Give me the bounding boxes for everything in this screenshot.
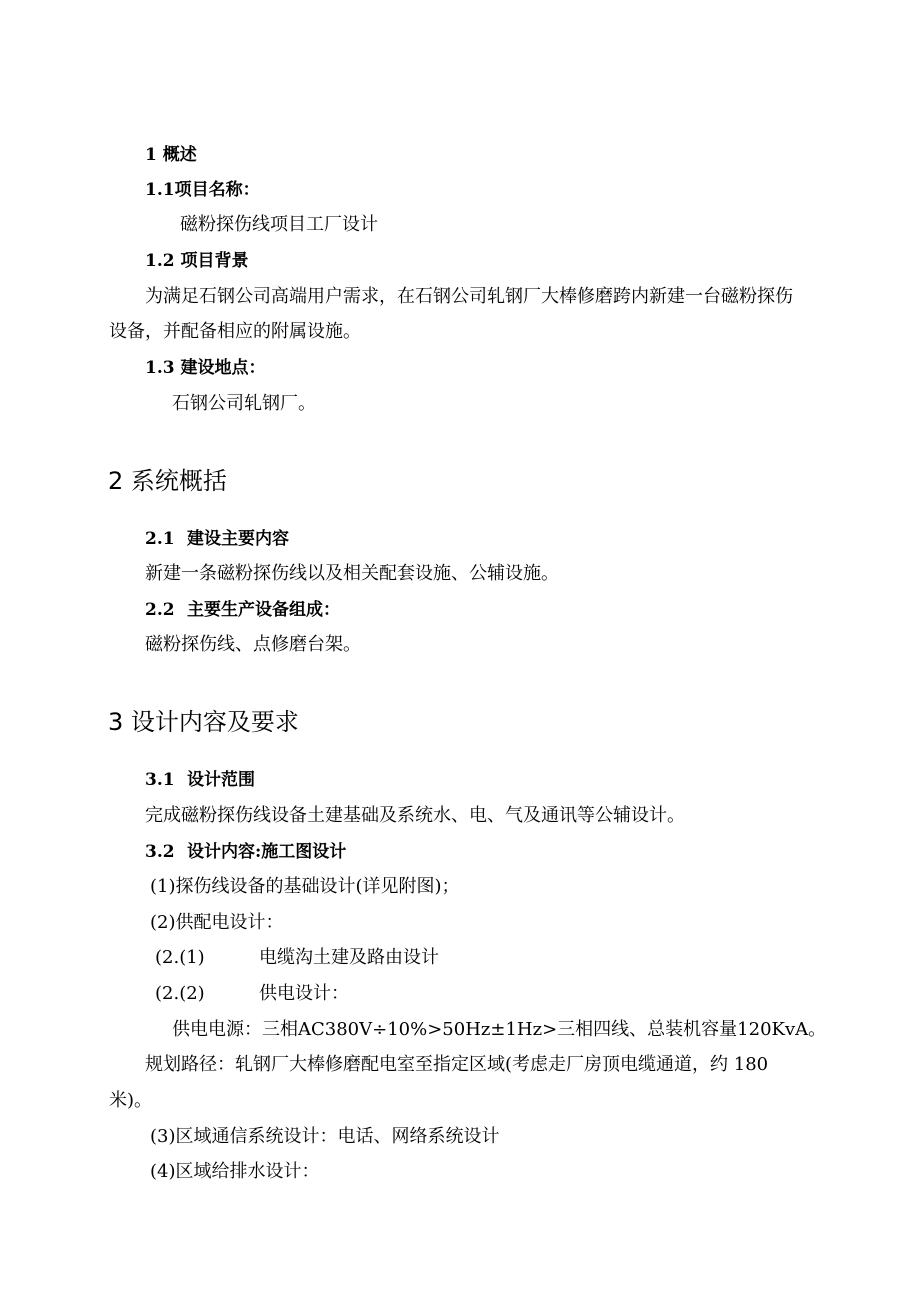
section-2-1-body: 新建一条磁粉探伤线以及相关配套设施、公辅设施。 xyxy=(145,563,559,584)
section-2-1-heading xyxy=(145,527,289,551)
section-2-heading: 2 系统概括 xyxy=(108,467,227,495)
list-item-2-1-number: (2.(1) xyxy=(155,947,205,968)
section-3-2-heading xyxy=(145,840,346,864)
section-1-3-heading: 1.3 建设地点： xyxy=(145,358,266,378)
section-3-1-heading xyxy=(145,768,255,792)
list-item-2: (2)供配电设计： xyxy=(150,912,284,933)
section-3-2-title: 设计内容:施工图设计 xyxy=(187,842,347,862)
section-3-1-title: 设计范围 xyxy=(187,770,255,790)
section-1-2-heading: 1.2 项目背景 xyxy=(145,251,249,271)
section-2-2-body: 磁粉探伤线、点修磨台架。 xyxy=(145,634,361,655)
section-2-1-number: 2.1 xyxy=(145,529,175,549)
list-item-3: (3)区域通信系统设计：电话、网络系统设计 xyxy=(150,1126,500,1147)
section-3-2-number: 3.2 xyxy=(145,842,175,862)
list-item-2-1 xyxy=(155,946,439,970)
list-item-4: (4)区域给排水设计： xyxy=(150,1161,320,1182)
section-2-2-number: 2.2 xyxy=(145,600,175,620)
list-item-2-2-text: 供电设计： xyxy=(259,983,349,1004)
route-text-line1: 规划路径：轧钢厂大棒修磨配电室至指定区域(考虑走厂房顶电缆通道，约 180 xyxy=(145,1054,769,1075)
section-1-2-body-line1: 为满足石钢公司高端用户需求，在石钢公司轧钢厂大棒修磨跨内新建一台磁粉探伤 xyxy=(145,286,793,307)
section-1-heading: 1 概述 xyxy=(145,145,197,165)
power-source-text: 供电电源：三相AC380V÷10%>50Hz±1Hz>三相四线、总装机容量120KvA。 xyxy=(172,1019,827,1040)
section-3-heading: 3 设计内容及要求 xyxy=(108,708,299,736)
section-2-2-title: 主要生产设备组成： xyxy=(187,600,340,620)
list-item-2-1-text: 电缆沟土建及路由设计 xyxy=(259,947,439,968)
list-item-2-2-number: (2.(2) xyxy=(155,983,205,1004)
section-1-1-body: 磁粉探伤线项目工厂设计 xyxy=(180,214,378,235)
section-1-3-body: 石钢公司轧钢厂。 xyxy=(172,393,316,414)
section-2-2-heading xyxy=(145,598,340,622)
list-item-2-2 xyxy=(155,982,349,1006)
list-item-1: (1)探伤线设备的基础设计(详见附图)； xyxy=(150,876,460,897)
section-1-2-body-line2: 设备，并配备相应的附属设施。 xyxy=(109,321,361,342)
section-3-1-number: 3.1 xyxy=(145,770,175,790)
section-2-1-title: 建设主要内容 xyxy=(187,529,289,549)
section-1-1-heading: 1.1项目名称： xyxy=(145,180,260,200)
route-text-line2: 米)。 xyxy=(109,1090,153,1111)
section-3-1-body: 完成磁粉探伤线设备土建基础及系统水、电、气及通讯等公辅设计。 xyxy=(145,805,685,826)
